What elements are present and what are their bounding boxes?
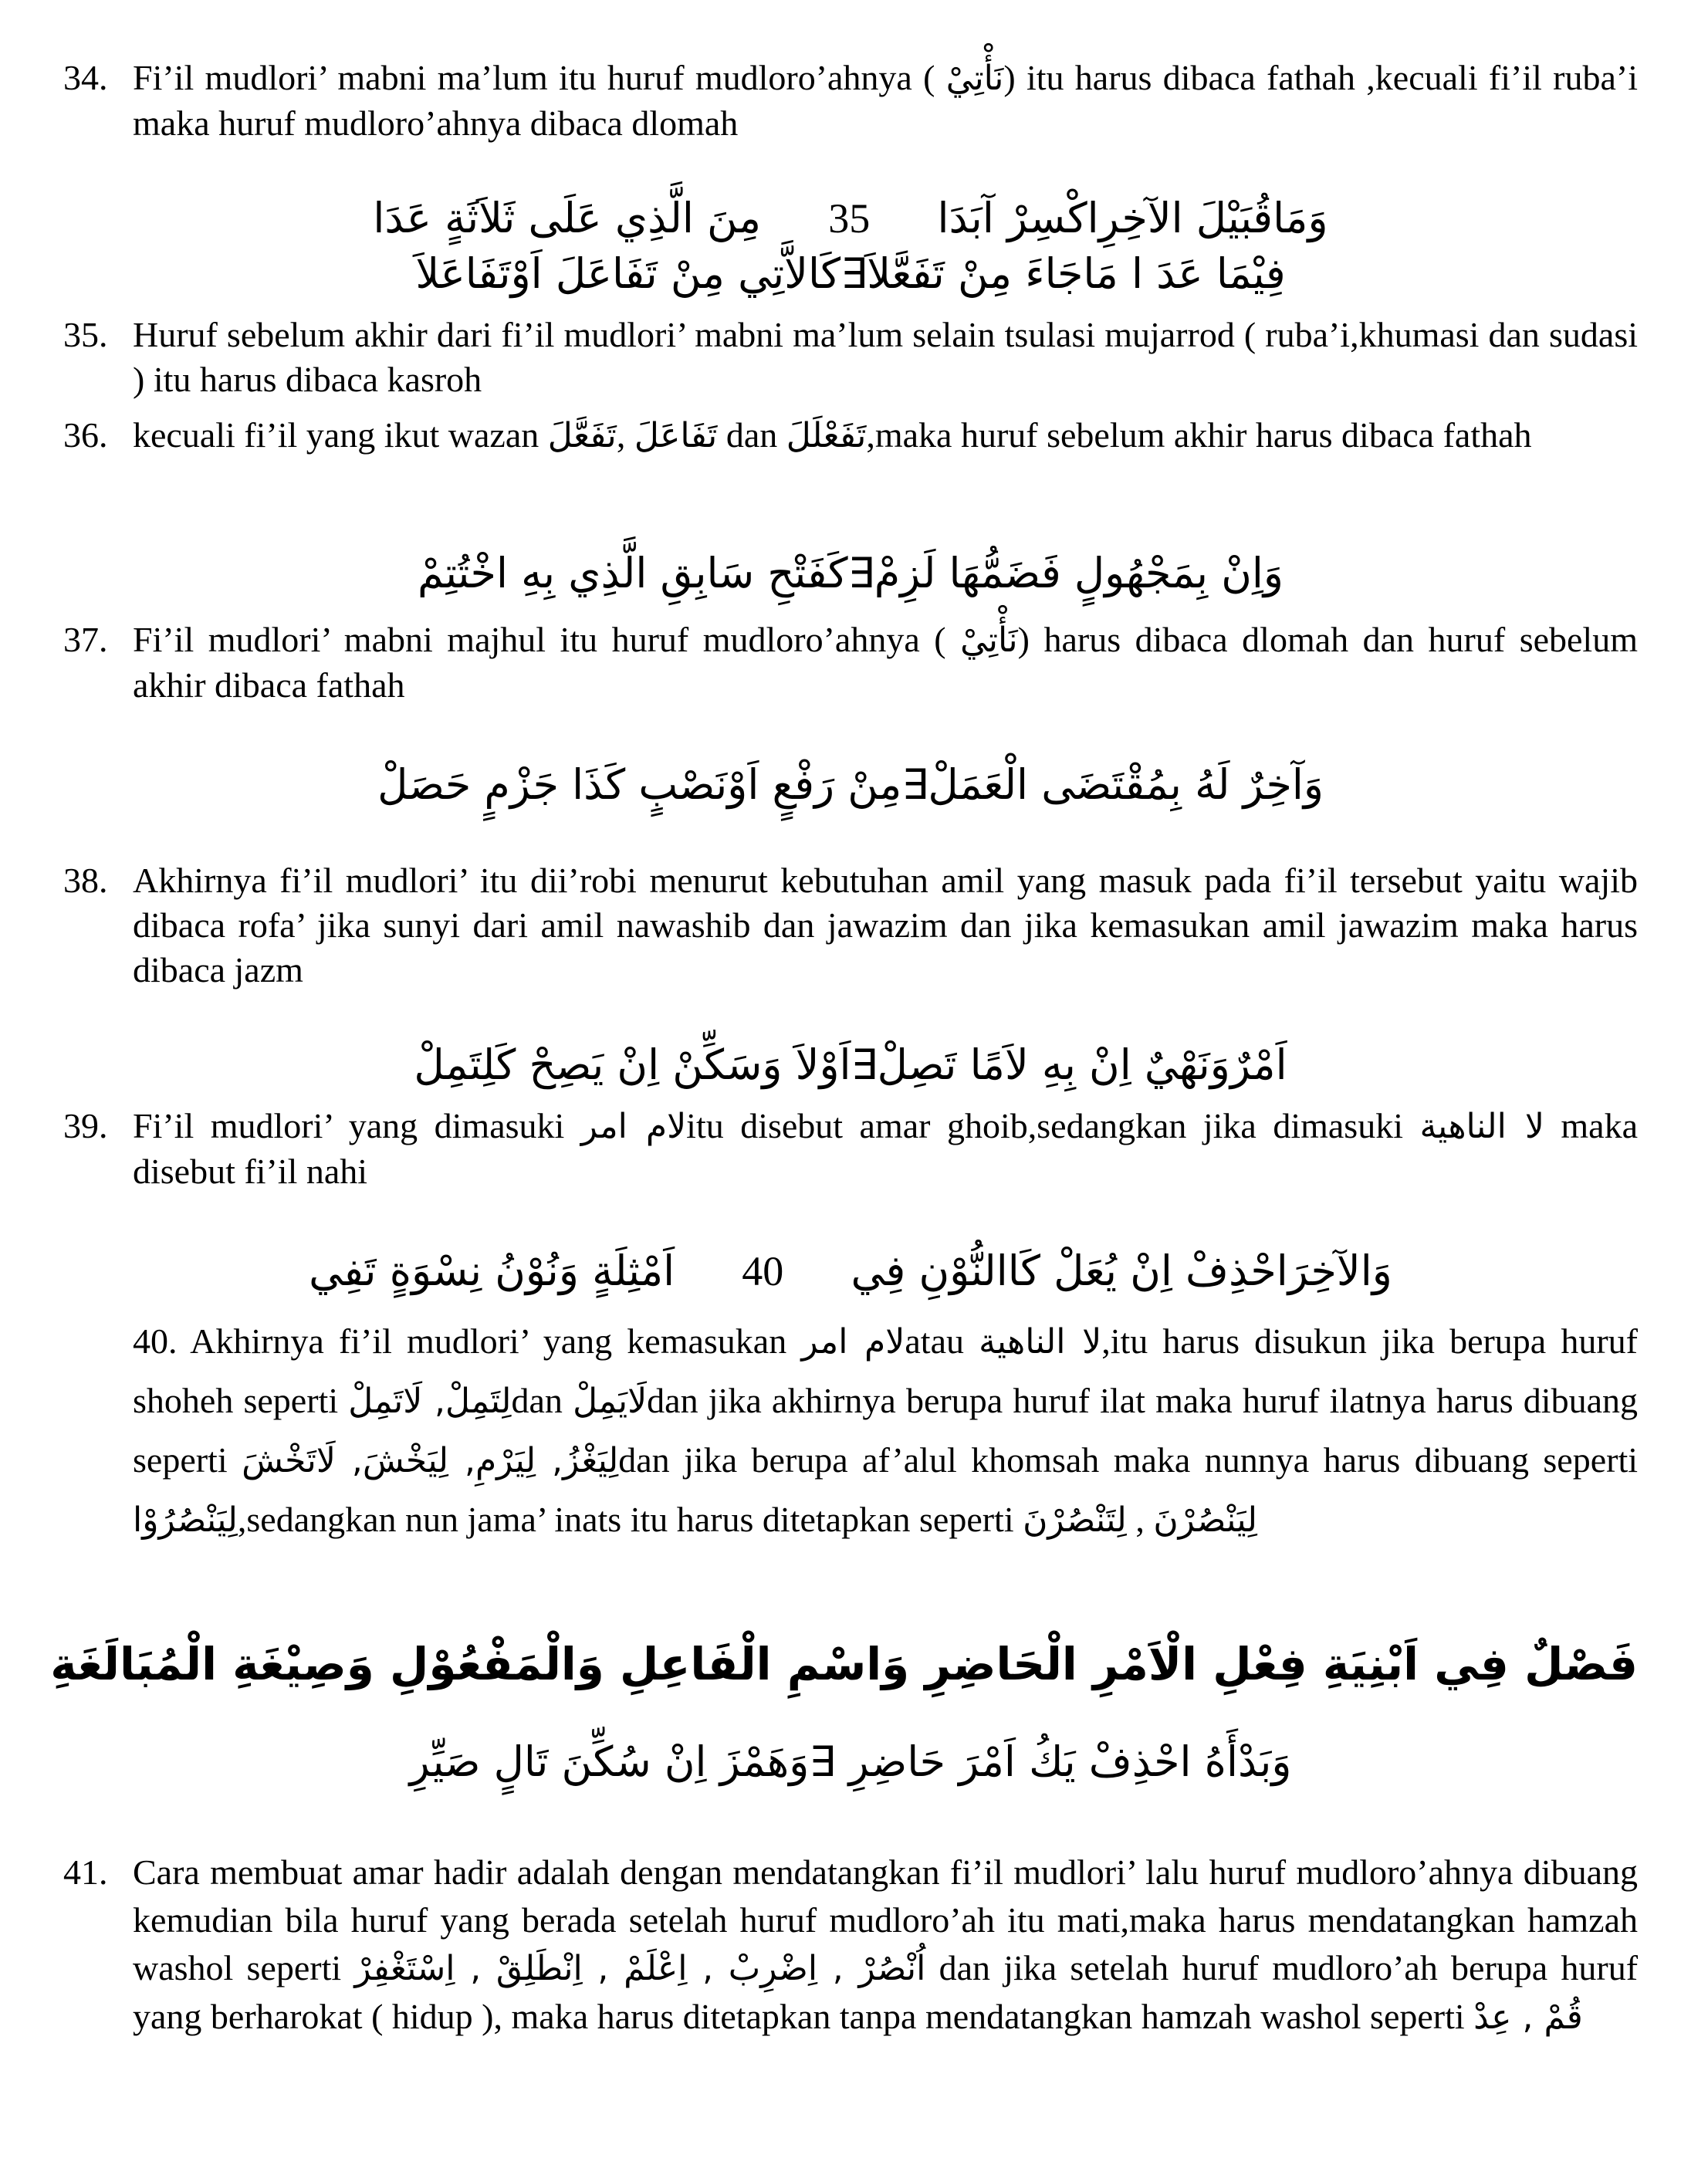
text-segment: itu disebut amar ghoib,sedangkan jika dimasuki — [686, 1106, 1403, 1145]
heading-text: فَصْلٌ فِي اَبْنِيَةِ فِعْلِ الْاَمْرِ الْحَاضِرِ وَاسْمِ الْفَاعِلِ وَالْمَفْعُوْلِ وَصِيْغَةِ الْمُبَالَغَةِ — [50, 1638, 1638, 1690]
text-segment: dan jika berupa af’alul khomsah maka nunnya harus dibuang seperti — [618, 1440, 1639, 1480]
verse-line: وَبَدْأَهُ احْذِفْ يَكُ اَمْرَ حَاضِرِ ∃وَهَمْزَ اِنْ سُكِّنَ تَالٍ صَيِّرِ — [409, 1737, 1292, 1786]
arabic-term: لِيَغْزُ, لِيَرْمِ, لِيَخْشَ, لَاتَخْشَ — [242, 1441, 619, 1480]
arabic-term: لام امر — [801, 1322, 905, 1362]
item-number: 41. — [63, 1852, 108, 1892]
arabic-term: لِتَمِلْ, لَاتَمِلْ — [348, 1382, 512, 1421]
arabic-term: نَأْتِيْ — [945, 59, 1004, 98]
paragraph-38 — [63, 858, 1638, 993]
arabic-term: لا الناهية — [979, 1322, 1102, 1362]
paragraph-body — [133, 413, 1638, 458]
arabic-verse — [63, 758, 1638, 812]
arabic-term: لام امر — [580, 1107, 687, 1146]
arabic-term: تَفَعَّلَ — [547, 416, 617, 455]
section-heading — [50, 1635, 1638, 1693]
text-segment: , — [616, 415, 626, 455]
text-segment: kecuali fi’il yang ikut wazan — [133, 415, 539, 455]
text-segment: Cara membuat amar hadir adalah dengan mendatangkan fi’il mudlori’ lalu huruf mudloro’ahnya dibuang kemudian bila huruf yang berada setelah huruf mudloro’ah itu mati,maka harus mendatangkan hamzah washol seperti — [133, 1852, 1638, 1987]
text-segment: ) harus dibaca dlomah dan huruf sebelum akhir dibaca fathah — [133, 620, 1638, 705]
arabic-verse — [63, 1735, 1638, 1789]
paragraph-36 — [63, 413, 1638, 458]
arabic-term: لِيَنْصُرُوْا — [133, 1500, 238, 1540]
paragraph-34 — [63, 56, 1638, 146]
verse-number: 35 — [828, 195, 871, 242]
item-number: 40. — [133, 1321, 178, 1361]
arabic-term: تَفَاعَلَ — [634, 416, 718, 455]
verse-line: وَاِنْ بِمَجْهُولٍ فَضَمُّهَا لَزِمْ∃كَفَتْحِ سَابِقِ الَّذِي بِهِ اخْتُتِمْ — [418, 549, 1284, 597]
arabic-term: قُمْ , عِدْ — [1473, 1998, 1583, 2037]
paragraph-body — [133, 56, 1638, 146]
text-segment: ,sedangkan nun jama’ inats itu harus ditetapkan seperti — [237, 1500, 1014, 1539]
paragraph-35 — [63, 313, 1638, 402]
arabic-term: لِتَنْصُرْنَ — [1023, 1500, 1127, 1540]
verse-line: وَآخِرٌ لَهُ بِمُقْتَضَى الْعَمَلْ∃مِنْ رَفْعٍ اَوْنَصْبٍ كَذَا جَزْمٍ حَصَلْ — [377, 760, 1324, 809]
arabic-verse — [63, 1038, 1638, 1092]
verse-hemistich: مِنَ الَّذِي عَلَى ثَلاَثَةٍ عَدَا — [373, 194, 762, 242]
paragraph-40 — [63, 1312, 1638, 1550]
text-segment: ) itu harus dibaca fathah ,kecuali fi’il ruba’i maka huruf mudloro’ahnya dibaca dlomah — [133, 58, 1639, 143]
text-segment: ,itu harus disukun jika berupa huruf shoheh seperti — [133, 1321, 1638, 1420]
verse-hemistich: وَالآخِرَاحْذِفْ اِنْ يُعَلْ كَاالنُّوْنِ فِي — [851, 1247, 1392, 1295]
text-segment: ,maka huruf sebelum akhir harus dibaca fathah — [866, 415, 1532, 455]
paragraph-body — [133, 1849, 1638, 2042]
arabic-term: لِيَنْصُرْنَ — [1153, 1500, 1258, 1540]
paragraph-body — [133, 617, 1638, 708]
text-segment: dan — [725, 415, 778, 455]
arabic-term: نَأْتِيْ — [960, 621, 1018, 660]
verse-number: 40 — [742, 1248, 784, 1294]
text-segment: , — [1135, 1500, 1145, 1539]
arabic-verse — [63, 191, 1638, 245]
text-segment: dan jika setelah huruf mudloro’ah berupa huruf yang berharokat ( hidup ), maka harus ditetapkan tanpa mendatangkan hamzah washol seperti — [133, 1948, 1639, 2036]
item-number: 35. — [63, 315, 108, 354]
arabic-term: اُنْصُرْ , اِضْرِبْ , اِعْلَمْ , اِنْطَلِقْ , اِسْتَغْفِرْ — [354, 1949, 926, 1988]
item-number: 39. — [63, 1106, 108, 1145]
verse-line: اَمْرٌوَنَهْيٌ اِنْ بِهِ لاَمًا تَصِلْ∃اَوْلاَ وَسَكِّنْ اِنْ يَصِحْ كَلِتَمِلْ — [414, 1040, 1287, 1089]
paragraph-body: Huruf sebelum akhir dari fi’il mudlori’ mabni ma’lum selain tsulasi mujarrod ( ruba’i,khumasi dan sudasi ) itu harus dibaca kasroh — [133, 315, 1638, 399]
text-segment: maka disebut fi’il nahi — [133, 1106, 1639, 1191]
paragraph-37 — [63, 617, 1638, 708]
paragraph-body — [133, 1312, 1638, 1550]
arabic-verse — [63, 247, 1638, 301]
paragraph-body: Akhirnya fi’il mudlori’ itu dii’robi menurut kebutuhan amil yang masuk pada fi’il tersebut yaitu wajib dibaca rofa’ jika sunyi dari amil nawashib dan jawazim dan jika kemasukan amil jawazim maka harus dibaca jazm — [133, 861, 1638, 989]
text-segment: atau — [905, 1321, 964, 1361]
arabic-verse — [63, 1244, 1638, 1298]
item-number: 34. — [63, 58, 108, 97]
arabic-verse — [63, 546, 1638, 600]
verse-hemistich: وَمَاقُبَيْلَ الآخِرِاكْسِرْ آبَدَا — [937, 194, 1328, 242]
arabic-term: لا الناهية — [1419, 1107, 1544, 1146]
text-segment: dan jika akhirnya berupa huruf ilat maka huruf ilatnya harus dibuang seperti — [133, 1381, 1639, 1480]
item-number: 36. — [63, 415, 108, 455]
arabic-term: تَفَعْلَلَ — [786, 416, 867, 455]
paragraph-39 — [63, 1104, 1638, 1194]
text-segment: dan — [511, 1381, 563, 1420]
text-segment: Akhirnya fi’il mudlori’ yang kemasukan — [190, 1321, 787, 1361]
paragraph-41 — [63, 1849, 1638, 2042]
item-number: 37. — [63, 620, 108, 659]
verse-hemistich: اَمْثِلَةٍ وَنُوْنُ نِسْوَةٍ تَفِي — [309, 1247, 675, 1295]
arabic-term: لَايَمِلْ — [573, 1382, 648, 1421]
text-segment: Fi’il mudlori’ mabni majhul itu huruf mudloro’ahnya ( — [133, 620, 946, 659]
verse-line: فِيْمَا عَدَ ا مَاجَاءَ مِنْ تَفَعَّلاَ∃كَالاَّتِي مِنْ تَفَاعَلَ اَوْتَفَاعَلاَ — [415, 249, 1286, 298]
item-number: 38. — [63, 861, 108, 900]
text-segment: Fi’il mudlori’ mabni ma’lum itu huruf mudloro’ahnya ( — [133, 58, 935, 97]
paragraph-body — [133, 1104, 1638, 1194]
text-segment: Fi’il mudlori’ yang dimasuki — [133, 1106, 565, 1145]
